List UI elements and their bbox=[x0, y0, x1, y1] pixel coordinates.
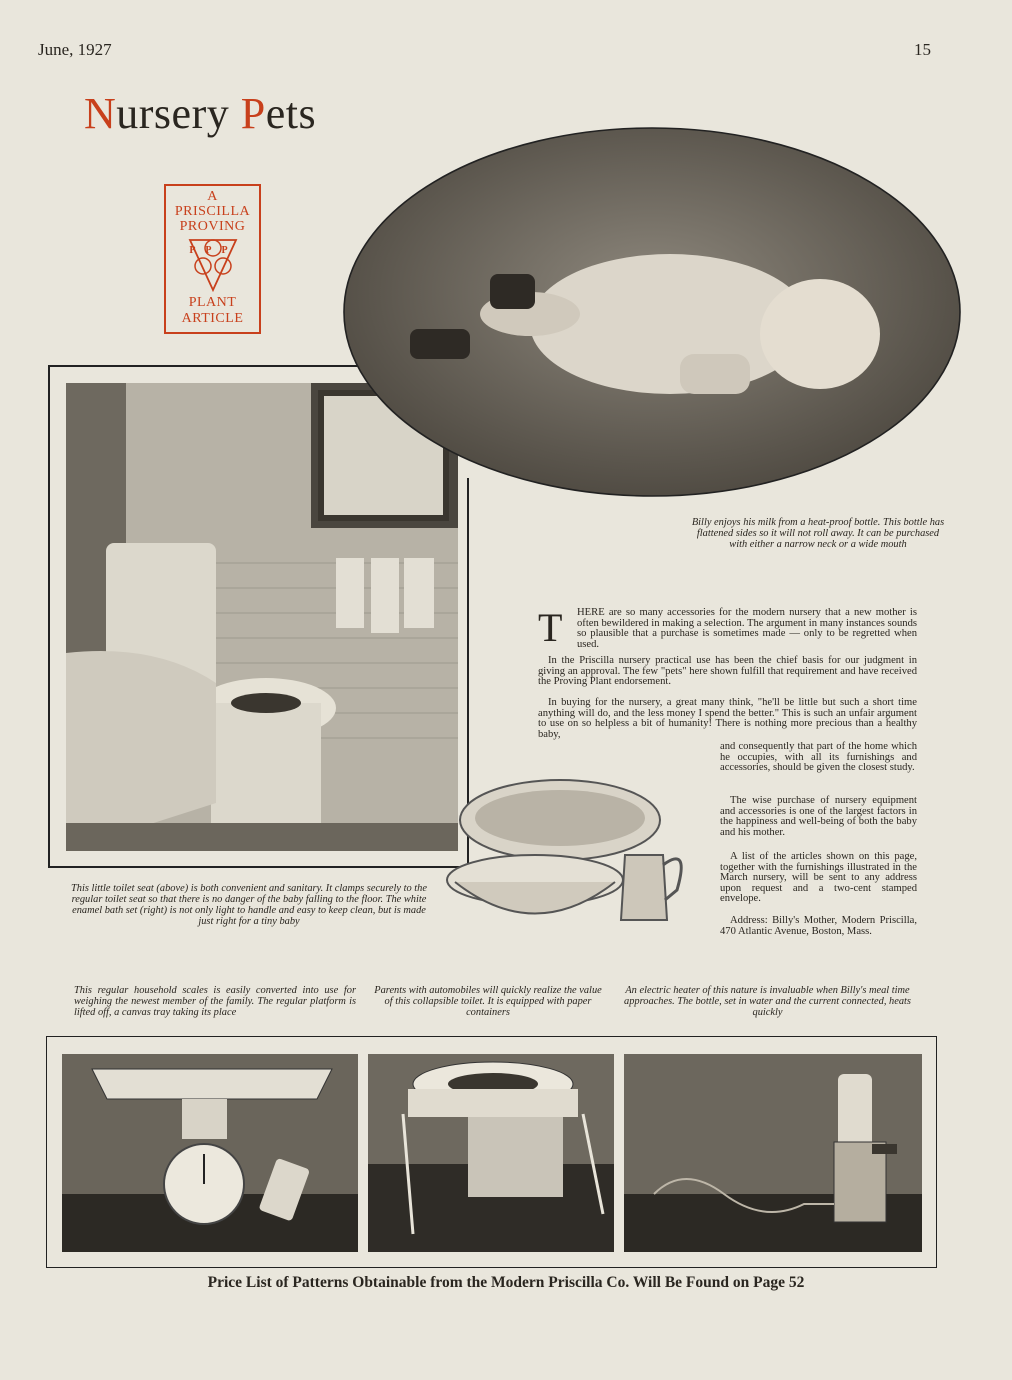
article-paragraph-3: In buying for the nursery, a great many think, "he'll be little but such a short time anything will do, and the less money I spend the better." This is such an unfair argument to use on so helpless a bit of humanity! There is nothing more precious than a healthy baby, bbox=[538, 697, 917, 740]
baby-photo-oval bbox=[340, 124, 964, 500]
badge-logo-letters: P P P bbox=[189, 245, 232, 256]
title-initial-p: P bbox=[240, 89, 266, 138]
article-paragraph-6: Address: Billy's Mother, Modern Priscilla, 470 Atlantic Avenue, Boston, Mass. bbox=[720, 915, 917, 937]
article-paragraph-3-continued: and consequently that part of the home which he occupies, with all its furnishings and accessories, should be given the closest study. bbox=[720, 741, 917, 774]
caption-baby-bottle: Billy enjoys his milk from a heat-proof bottle. This bottle has flattened sides so it will not roll away. It can be purchased with either a narrow neck or a wide mouth bbox=[691, 517, 945, 550]
scales-photo bbox=[62, 1054, 358, 1252]
article-paragraph-2: In the Priscilla nursery practical use has been the chief basis for our judgment in giving an approval. The few "pets" here shown fulfill that requirement and have received the Proving Plant endorsement. bbox=[538, 655, 917, 688]
collapsible-toilet-illustration-icon bbox=[368, 1054, 614, 1252]
frame-bottom bbox=[48, 866, 468, 868]
badge-line-2: PRISCILLA bbox=[174, 204, 251, 219]
caption-scales: This regular household scales is easily converted into use for weighing the newest member of the family. The regular platform is lifted off, a canvas tray taking its place bbox=[74, 985, 356, 1018]
caption-toilet-seat: This little toilet seat (above) is both convenient and sanitary. It clamps securely to the regular toilet seat so that there is no danger of the baby falling to the floor. The white enamel bath set (right) is not only light to handle and easy to keep clean, but is made just right for a tiny baby bbox=[70, 883, 427, 927]
page-title bbox=[84, 89, 317, 138]
article-paragraph-4: The wise purchase of nursery equipment and accessories is one of the largest factors in the happiness and well-being of both the baby and his mother. bbox=[720, 795, 917, 838]
frame-left bbox=[48, 365, 50, 867]
page-footer: Price List of Patterns Obtainable from the Modern Priscilla Co. Will Be Found on Page 52 bbox=[207, 1274, 805, 1291]
bath-set-image bbox=[445, 770, 695, 935]
badge-line-1: A bbox=[207, 189, 218, 204]
caption-electric-heater: An electric heater of this nature is invaluable when Billy's meal time approaches. The bottle, set in water and the current connected, heats quickly bbox=[624, 985, 911, 1018]
frame-top-left bbox=[48, 365, 368, 367]
caption-collapsible-toilet: Parents with automobiles will quickly realize the value of this collapsible toilet. It is equipped with paper containers bbox=[374, 985, 602, 1018]
article-paragraph-5: A list of the articles shown on this page, together with the furnishings illustrated in the March nursery, will be sent to any address upon request and a two-cent stamped envelope. bbox=[720, 851, 917, 905]
title-rest-1: ursery bbox=[116, 89, 241, 138]
bottle-heater-photo bbox=[624, 1054, 922, 1252]
proving-plant-badge bbox=[164, 184, 261, 334]
bottle-heater-illustration-icon bbox=[624, 1054, 922, 1252]
title-initial-n: N bbox=[84, 89, 117, 138]
article-paragraph-1: HERE are so many accessories for the modern nursery that a new mother is often bewildered in making a selection. The argument in many instances sounds so plausible that a purchase is sometimes made — only to be regretted when used. bbox=[577, 607, 917, 650]
badge-line-4: PLANT bbox=[188, 295, 237, 310]
collapsible-toilet-photo bbox=[368, 1054, 614, 1252]
article-drop-cap: T bbox=[538, 605, 563, 650]
badge-line-3: PROVING bbox=[179, 219, 246, 234]
page-number: 15 bbox=[914, 40, 931, 59]
scales-illustration-icon bbox=[62, 1054, 358, 1252]
badge-line-5: ARTICLE bbox=[181, 311, 244, 326]
title-rest-2: ets bbox=[265, 89, 317, 138]
issue-date: June, 1927 bbox=[38, 40, 112, 59]
